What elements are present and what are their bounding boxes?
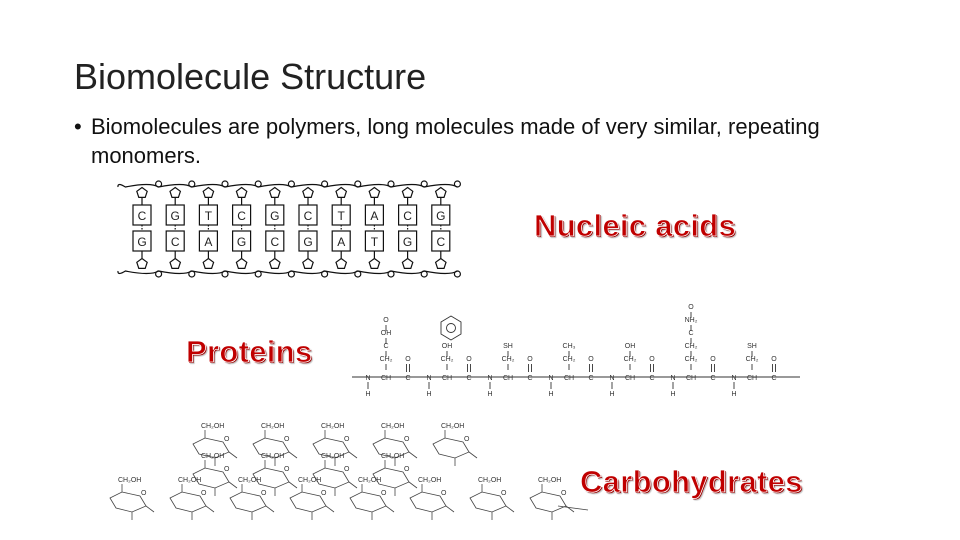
dna-phosphate-top	[388, 181, 394, 187]
dna-sugar-bottom	[402, 259, 412, 269]
carb-label: CH₂OH	[261, 453, 285, 460]
carb-glycosidic-bond	[266, 506, 274, 512]
bullet-text: Biomolecules are polymers, long molecules made of very similar, repeating monomers.	[91, 114, 820, 168]
dna-sugar-top	[236, 188, 246, 198]
protein-side-atom: CH₂	[379, 356, 393, 363]
dna-sugar-top	[137, 188, 147, 198]
protein-atom-n: N	[365, 375, 371, 382]
dna-sugar-top	[402, 188, 412, 198]
protein-side-atom: O	[383, 317, 389, 324]
protein-benzene-ring	[441, 316, 461, 340]
protein-side-atom: CH₂	[684, 356, 698, 363]
protein-side-atom: CH₃	[562, 343, 576, 350]
protein-side-atom: OH	[380, 330, 392, 337]
dna-base-bottom: C	[436, 235, 446, 249]
dna-base-bottom: G	[236, 235, 247, 249]
protein-atom-h: H	[731, 391, 737, 398]
carb-ring-o: O	[284, 436, 290, 443]
protein-atom-n: N	[609, 375, 615, 382]
carb-ring-o: O	[224, 436, 230, 443]
dna-sugar-bottom	[236, 259, 246, 269]
carb-label: CH₂OH	[118, 477, 142, 484]
dna-phosphate-top	[255, 181, 261, 187]
dna-sugar-bottom	[369, 259, 379, 269]
dna-base-bottom: G	[137, 235, 147, 249]
dna-sugar-bottom	[303, 259, 313, 269]
protein-side-atom: SH	[747, 343, 757, 350]
dna-base-bottom: G	[402, 235, 413, 249]
carb-glycosidic-bond	[326, 506, 334, 512]
dna-phosphate-bottom	[255, 271, 261, 277]
protein-side-atom: C	[688, 330, 694, 337]
carb-glycosidic-bond	[206, 506, 214, 512]
dna-phosphate-top	[156, 181, 162, 187]
carb-label: CH₂OH	[178, 477, 202, 484]
dna-base-top: G	[436, 209, 446, 223]
carb-glycosidic-bond	[446, 506, 454, 512]
dna-diagram	[110, 178, 470, 278]
carb-glycosidic-bond	[386, 506, 394, 512]
protein-atom-o: O	[771, 356, 777, 363]
dna-base-bottom: A	[204, 235, 213, 249]
carb-ring-o: O	[441, 490, 447, 497]
dna-base-bottom: A	[337, 235, 346, 249]
protein-side-atom: CH₂	[501, 356, 515, 363]
carb-ring-o: O	[561, 490, 567, 497]
carb-ring-o: O	[284, 466, 290, 473]
dna-phosphate-bottom	[355, 271, 361, 277]
protein-atom-o: O	[527, 356, 533, 363]
dna-base-top: T	[204, 209, 213, 223]
slide-title: Biomolecule Structure	[74, 56, 427, 97]
protein-atom-c: C	[710, 375, 716, 382]
dna-sugar-bottom	[436, 259, 446, 269]
carb-glycosidic-bond	[506, 506, 514, 512]
carb-glycosidic-bond	[469, 452, 477, 458]
dna-phosphate-top	[355, 181, 361, 187]
carb-ring-o: O	[404, 436, 410, 443]
carb-label: CH₂OH	[321, 453, 345, 460]
carb-label: CH₂OH	[201, 423, 225, 430]
carb-glycosidic-bond	[229, 482, 237, 488]
protein-atom-c: C	[649, 375, 655, 382]
dna-sugar-top	[436, 188, 446, 198]
dna-base-bottom: C	[270, 235, 280, 249]
protein-atom-c: C	[466, 375, 472, 382]
carb-glycosidic-bond	[349, 452, 357, 458]
label-carbohydrates: Carbohydrates	[580, 464, 803, 499]
carb-glycosidic-bond	[289, 452, 297, 458]
protein-atom-o: O	[405, 356, 411, 363]
carb-glycosidic-bond	[409, 452, 417, 458]
dna-phosphate-bottom	[189, 271, 195, 277]
protein-side-atom: CH₂	[684, 343, 698, 350]
protein-atom-h: H	[609, 391, 615, 398]
carb-glycosidic-bond	[146, 506, 154, 512]
carb-glycosidic-bond	[229, 452, 237, 458]
carb-label: CH₂OH	[441, 423, 465, 430]
protein-atom-n: N	[731, 375, 737, 382]
protein-side-atom: CH₂	[440, 356, 454, 363]
dna-base-bottom: C	[170, 235, 180, 249]
label-nucleic-acids: Nucleic acids	[534, 208, 737, 243]
protein-atom-o: O	[649, 356, 655, 363]
dna-phosphate-top	[189, 181, 195, 187]
protein-side-atom: OH	[441, 343, 453, 350]
dna-sugar-top	[270, 188, 280, 198]
carb-ring-o: O	[404, 466, 410, 473]
protein-atom-n: N	[548, 375, 554, 382]
dna-base-top: A	[370, 209, 379, 223]
protein-atom-h: H	[670, 391, 676, 398]
dna-phosphate-top	[322, 181, 328, 187]
protein-atom-h: H	[365, 391, 371, 398]
carb-label: CH₂OH	[381, 453, 405, 460]
carb-label: CH₂OH	[538, 477, 562, 484]
protein-atom-o: O	[588, 356, 594, 363]
carb-label: CH₂OH	[261, 423, 285, 430]
dna-base-top: G	[270, 209, 280, 223]
dna-sugar-top	[170, 188, 180, 198]
dna-phosphate-bottom	[222, 271, 228, 277]
protein-atom-ch: CH	[624, 375, 636, 382]
protein-atom-c: C	[771, 375, 777, 382]
dna-phosphate-top	[288, 181, 294, 187]
carb-glycosidic-bond	[349, 482, 357, 488]
dna-sugar-top	[203, 188, 213, 198]
dna-phosphate-bottom	[288, 271, 294, 277]
dna-sugar-bottom	[137, 259, 147, 269]
protein-side-atom: O	[688, 304, 694, 311]
dna-base-bottom: G	[303, 235, 313, 249]
carb-label: CH₂OH	[358, 477, 382, 484]
dna-bottom-backbone	[118, 271, 457, 274]
carb-ring-o: O	[141, 490, 147, 497]
protein-atom-n: N	[670, 375, 676, 382]
protein-atom-ch: CH	[502, 375, 514, 382]
protein-atom-n: N	[426, 375, 432, 382]
protein-side-atom: CH₂	[745, 356, 759, 363]
dna-phosphate-bottom	[156, 271, 162, 277]
dna-sugar-top	[303, 188, 313, 198]
carb-label: CH₂OH	[321, 423, 345, 430]
protein-atom-n: N	[487, 375, 493, 382]
carb-ring-o: O	[501, 490, 507, 497]
dna-phosphate-bottom	[322, 271, 328, 277]
protein-side-atom: NH₂	[684, 317, 698, 324]
protein-atom-c: C	[588, 375, 594, 382]
carb-ring-o: O	[381, 490, 387, 497]
bullet-symbol: •	[74, 114, 82, 139]
dna-phosphate-bottom	[421, 271, 427, 277]
dna-base-top: C	[137, 209, 147, 223]
protein-side-atom: CH₂	[623, 356, 637, 363]
bullet-point	[74, 112, 874, 170]
protein-atom-ch: CH	[380, 375, 392, 382]
label-proteins: Proteins	[186, 334, 313, 369]
dna-sugar-bottom	[336, 259, 346, 269]
protein-diagram	[350, 298, 805, 403]
carb-label: CH₂OH	[201, 453, 225, 460]
dna-phosphate-top	[454, 181, 460, 187]
carb-glycosidic-bond	[409, 482, 417, 488]
dna-sugar-bottom	[270, 259, 280, 269]
dna-top-backbone	[118, 185, 457, 188]
carb-ring-o: O	[201, 490, 207, 497]
protein-side-atom: SH	[503, 343, 513, 350]
dna-phosphate-bottom	[388, 271, 394, 277]
protein-atom-h: H	[548, 391, 554, 398]
dna-sugar-bottom	[203, 259, 213, 269]
protein-atom-h: H	[487, 391, 493, 398]
dna-base-top: C	[303, 209, 313, 223]
dna-phosphate-bottom	[454, 271, 460, 277]
protein-side-atom: C	[383, 343, 389, 350]
protein-atom-o: O	[710, 356, 716, 363]
carb-ring-o: O	[344, 436, 350, 443]
protein-benzene-inner	[447, 324, 456, 333]
carb-ring-o: O	[464, 436, 470, 443]
carb-ring-o: O	[261, 490, 267, 497]
carb-ring-o: O	[344, 466, 350, 473]
protein-atom-ch: CH	[441, 375, 453, 382]
carb-label: CH₂OH	[478, 477, 502, 484]
carb-label: CH₂OH	[238, 477, 262, 484]
dna-sugar-top	[369, 188, 379, 198]
carb-ring-o: O	[321, 490, 327, 497]
carb-label: CH₂OH	[298, 477, 322, 484]
protein-atom-ch: CH	[685, 375, 697, 382]
dna-sugar-top	[336, 188, 346, 198]
protein-atom-ch: CH	[563, 375, 575, 382]
carb-glycosidic-bond	[558, 506, 588, 510]
carb-ring-o: O	[224, 466, 230, 473]
dna-base-top: G	[170, 209, 180, 223]
protein-atom-c: C	[527, 375, 533, 382]
protein-atom-h: H	[426, 391, 432, 398]
protein-side-atom: CH₂	[562, 356, 576, 363]
dna-base-top: C	[237, 209, 246, 223]
carb-glycosidic-bond	[289, 482, 297, 488]
protein-atom-ch: CH	[746, 375, 758, 382]
dna-phosphate-top	[421, 181, 427, 187]
dna-base-top: T	[337, 209, 345, 223]
dna-base-top: C	[403, 209, 412, 223]
protein-atom-c: C	[405, 375, 411, 382]
protein-atom-o: O	[466, 356, 472, 363]
protein-side-atom: OH	[624, 343, 636, 350]
dna-sugar-bottom	[170, 259, 180, 269]
carbohydrate-diagram	[108, 420, 593, 538]
carb-label: CH₂OH	[418, 477, 442, 484]
carb-label: CH₂OH	[381, 423, 405, 430]
dna-phosphate-top	[222, 181, 228, 187]
dna-base-bottom: T	[370, 235, 379, 249]
